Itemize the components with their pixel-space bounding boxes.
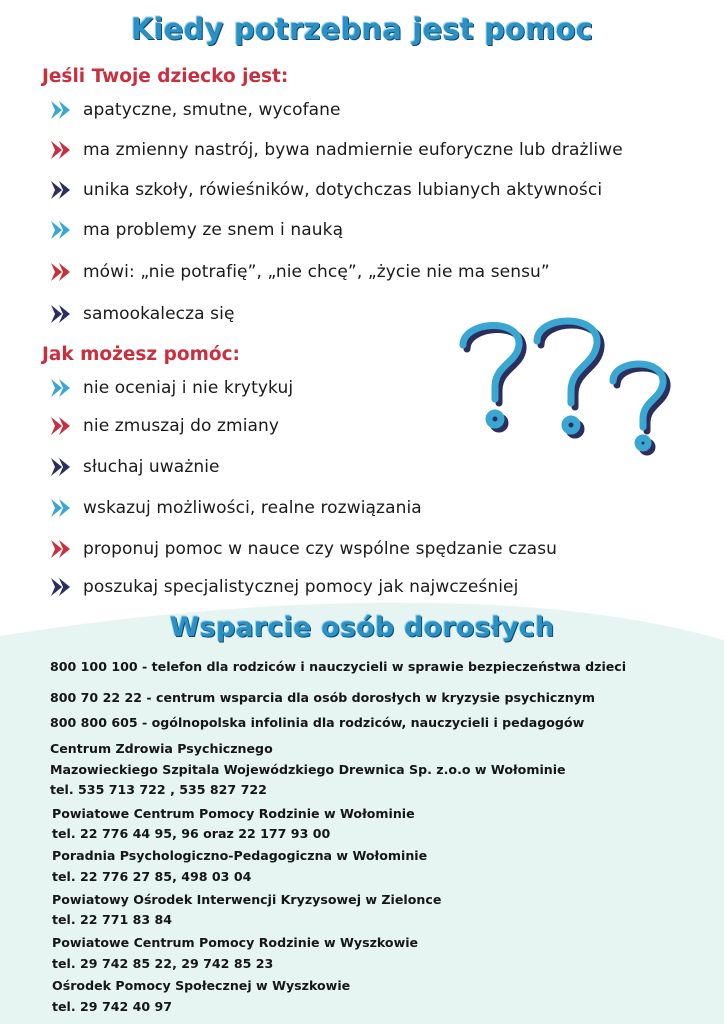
contact-line: 800 70 22 22 - centrum wsparcia dla osób dorosłych w kryzysie psychicznym [50, 690, 595, 705]
contact-line: Mazowieckiego Szpitala Wojewódzkiego Drewnica Sp. z.o.o w Wołominie [50, 762, 566, 777]
chevron-right-icon [50, 220, 72, 240]
list-item-text: poszukaj specjalistycznej pomocy jak najwcześniej [83, 577, 519, 597]
chevron-right-icon [50, 304, 72, 324]
list-item-text: proponuj pomoc w nauce czy wspólne spędzanie czasu [83, 539, 558, 559]
contact-line: 800 100 100 - telefon dla rodziców i nauczycieli w sprawie bezpieczeństwa dzieci [50, 659, 627, 674]
chevron-right-icon [50, 577, 72, 597]
list-item-text: samookalecza się [83, 304, 235, 324]
list-item [50, 258, 550, 286]
contact-line: Centrum Zdrowia Psychicznego [50, 741, 273, 756]
contact-line: Poradnia Psychologiczno-Pedagogiczna w Wołominie [52, 848, 428, 863]
contact-line: tel. 22 776 44 95, 96 oraz 22 177 93 00 [52, 826, 331, 841]
chevron-right-icon [50, 140, 72, 160]
list-item [50, 535, 557, 563]
chevron-right-icon [50, 416, 72, 436]
list-item [50, 374, 293, 402]
question-marks-icon [455, 315, 677, 460]
list-item-text: nie zmuszaj do zmiany [83, 416, 280, 436]
list-item [50, 412, 279, 440]
list-item-text: unika szkoły, rówieśników, dotychczas lubianych aktywności [83, 180, 603, 200]
chevron-right-icon [50, 180, 72, 200]
list-item [50, 453, 220, 481]
contact-line: Powiatowe Centrum Pomocy Rodzinie w Wołominie [52, 806, 415, 821]
list-item [50, 136, 623, 164]
contact-line: tel. 29 742 85 22, 29 742 85 23 [52, 956, 274, 971]
list-item [50, 300, 235, 328]
list-item [50, 573, 518, 601]
contact-line: tel. 22 776 27 85, 498 03 04 [52, 869, 252, 884]
chevron-right-icon [50, 378, 72, 398]
section-heading-signs: Jeśli Twoje dziecko jest: [42, 66, 289, 87]
contact-line: tel. 22 771 83 84 [52, 912, 173, 927]
list-item [50, 176, 602, 204]
chevron-right-icon [50, 539, 72, 559]
list-item-text: słuchaj uważnie [83, 457, 220, 477]
list-item-text: wskazuj możliwości, realne rozwiązania [83, 498, 422, 518]
contact-line: tel. 29 742 40 97 [52, 999, 173, 1014]
list-item-text: nie oceniaj i nie krytykuj [83, 378, 294, 398]
chevron-right-icon [50, 100, 72, 120]
list-item-text: ma problemy ze snem i nauką [83, 220, 344, 240]
chevron-right-icon [50, 262, 72, 282]
list-item [50, 494, 422, 522]
page-title: Kiedy potrzebna jest pomoc [130, 12, 594, 46]
list-item [50, 216, 343, 244]
contact-line: Powiatowy Ośrodek Interwencji Kryzysowej w Zielonce [52, 892, 442, 907]
section-heading-help: Jak możesz pomóc: [42, 344, 240, 365]
contact-line: Ośrodek Pomocy Społecznej w Wyszkowie [52, 978, 351, 993]
list-item-text: apatyczne, smutne, wycofane [83, 100, 341, 120]
chevron-right-icon [50, 457, 72, 477]
list-item-text: ma zmienny nastrój, bywa nadmiernie euforyczne lub drażliwe [83, 140, 623, 160]
support-title: Wsparcie osób dorosłych [169, 612, 555, 643]
list-item [50, 96, 341, 124]
contact-line: tel. 535 713 722 , 535 827 722 [50, 782, 267, 797]
list-item-text: mówi: „nie potrafię”, „nie chcę”, „życie nie ma sensu” [83, 262, 550, 282]
contact-line: Powiatowe Centrum Pomocy Rodzinie w Wyszkowie [52, 935, 419, 950]
contact-line: 800 800 605 - ogólnopolska infolinia dla rodziców, nauczycieli i pedagogów [50, 715, 585, 730]
chevron-right-icon [50, 498, 72, 518]
